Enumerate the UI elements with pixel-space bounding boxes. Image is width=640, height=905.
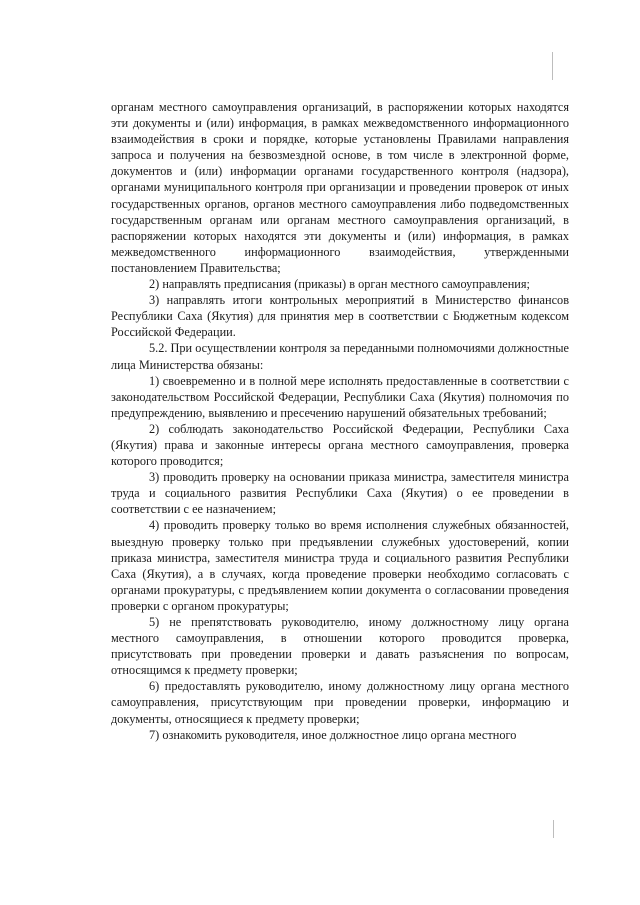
- duty-item-3: 3) проводить проверку на основании приказа министра, заместителя министра труда и социального развития Республики Саха (Якутия) о ее проведении в соответствии с ее назначением;: [111, 470, 569, 517]
- duty-item-7: 7) ознакомить руководителя, иное должностное лицо органа местного: [149, 727, 517, 742]
- section-5-2-heading: 5.2. При осуществлении контроля за переданными полномочиями должностные лица Министерства обязаны:: [111, 341, 569, 372]
- scan-edge-mark: [552, 52, 553, 80]
- duty-item-6: 6) предоставлять руководителю, иному должностному лицу органа местного самоуправления, присутствующим при проведении проверки, информацию и документы, относящиеся к предмету проверки;: [111, 679, 569, 726]
- duty-item-5: 5) не препятствовать руководителю, иному должностному лицу органа местного самоуправления, в отношении которого проводится проверка, присутствовать при проведении проверки и давать разъяснения по вопросам, относящимся к предмету проверки;: [111, 615, 569, 678]
- document-body: [111, 99, 569, 743]
- duty-item-4: 4) проводить проверку только во время исполнения служебных обязанностей, выездную проверку только при предъявлении служебных удостоверений, копии приказа министра, заместителя министра труда и социального развития Республики Саха (Якутия), а в случаях, когда проведение проверки необходимо согласовать с органами прокуратуры, с предъявлением копии документа о согласовании проведения проверки с органом прокуратуры;: [111, 518, 569, 613]
- scan-edge-mark: [553, 820, 554, 838]
- paragraph-item-3: 3) направлять итоги контрольных мероприятий в Министерство финансов Республики Саха (Якутия) для принятия мер в соответствии с Бюджетным кодексом Российской Федерации.: [111, 293, 569, 340]
- duty-item-1: 1) своевременно и в полной мере исполнять предоставленные в соответствии с законодательством Российской Федерации, Республики Саха (Якутия) полномочия по предупреждению, выявлению и пресечению нарушений обязательных требований;: [111, 373, 569, 420]
- duty-item-2: 2) соблюдать законодательство Российской Федерации, Республики Саха (Якутия) права и законные интересы органа местного самоуправления, проверка которого проводится;: [111, 421, 569, 469]
- paragraph-item-2: 2) направлять предписания (приказы) в орган местного самоуправления;: [149, 277, 530, 292]
- paragraph-continuation: органам местного самоуправления организаций, в распоряжении которых находятся эти документы и (или) информация, в рамках межведомственного информационного взаимодействия в сроки и порядке, которые установлены Правилами направления запроса и получения на безвозмездной основе, в том числе в электронной форме, документов и (или) информации органами государственного контроля (надзора), органами муниципального контроля при организации и проведении проверок от иных государственных органов, органов местного самоуправления либо подведомственных государственным органам или органам местного самоуправления организаций, в распоряжении которых находятся эти документы и (или) информация, в рамках межведомственного информационного взаимодействия, утвержденными постановлением Правительства;: [111, 100, 569, 275]
